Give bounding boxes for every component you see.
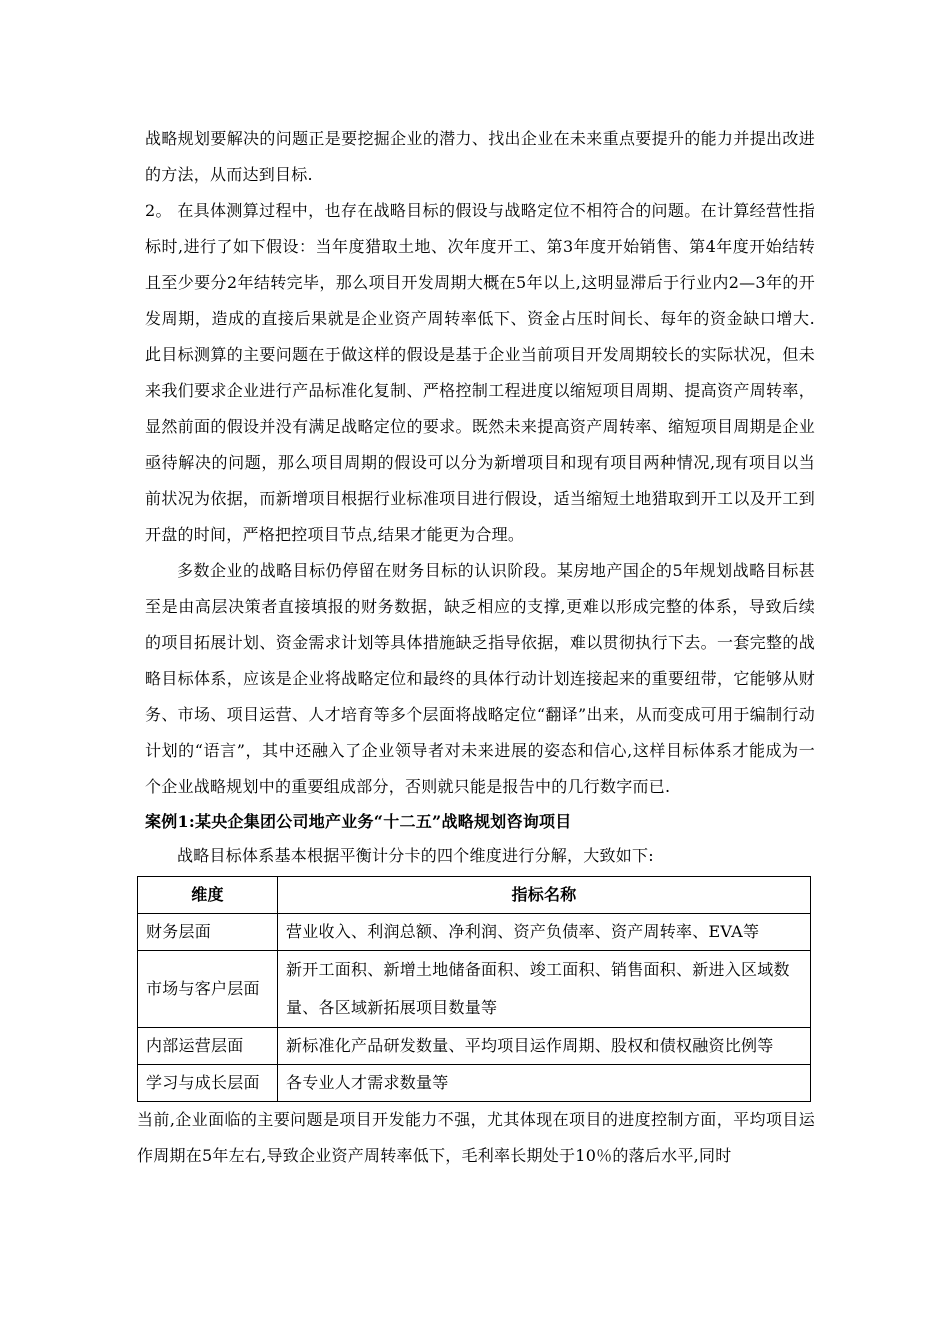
table-header-row (138, 877, 811, 914)
header-dimension: 维度 (138, 877, 278, 914)
table-row (138, 1065, 811, 1102)
paragraph-strategy-purpose: 战略规划要解决的问题正是要挖掘企业的潜力、找出企业在未来重点要提升的能力并提出改进的方法，从而达到目标. (145, 129, 815, 184)
table-row (138, 951, 811, 1028)
cell-metrics: 新开工面积、新增土地储备面积、竣工面积、销售面积、新进入区域数量、各区域新拓展项目数量等 (278, 951, 811, 1028)
table-intro: 战略目标体系基本根据平衡计分卡的四个维度进行分解，大致如下: (177, 846, 654, 865)
case-heading: 案例1:某央企集团公司地产业务“十二五”战略规划咨询项目 (145, 812, 572, 831)
paragraph-point-2: 2。 在具体测算过程中，也存在战略目标的假设与战略定位不相符合的问题。在计算经营性指标时,进行了如下假设：当年度猎取土地、次年度开工、第3年度开始销售、第4年度开始结转且至少要分2年结转完毕，那么项目开发周期大概在5年以上,这明显滞后于行业内2—3年的开发周期，造成的直接后果就是企业资产周转率低下、资金占压时间长、每年的资金缺口增大.此目标测算的主要问题在于做这样的假设是基于企业当前项目开发周期较长的实际状况，但未来我们要求企业进行产品标准化复制、严格控制工程进度以缩短项目周期、提高资产周转率，显然前面的假设并没有满足战略定位的要求。既然未来提高资产周转率、缩短项目周期是企业亟待解决的问题，那么项目周期的假设可以分为新增项目和现有项目两种情况,现有项目以当前状况为依据，而新增项目根据行业标准项目进行假设，适当缩短土地猎取到开工以及开工到开盘的时间，严格把控项目节点,结果才能更为合理。 (145, 201, 815, 544)
cell-metrics: 各专业人才需求数量等 (278, 1065, 811, 1102)
metrics-table (137, 876, 811, 1102)
cell-metrics: 营业收入、利润总额、净利润、资产负债率、资产周转率、EVA等 (278, 914, 811, 951)
header-metric-names: 指标名称 (278, 877, 811, 914)
paragraph-current-issues: 当前,企业面临的主要问题是项目开发能力不强，尤其体现在项目的进度控制方面，平均项目运作周期在5年左右,导致企业资产周转率低下，毛利率长期处于10％的落后水平,同时 (137, 1110, 815, 1165)
cell-dimension: 内部运营层面 (138, 1028, 278, 1065)
cell-dimension: 市场与客户层面 (138, 951, 278, 1028)
cell-dimension: 财务层面 (138, 914, 278, 951)
document-body (137, 121, 815, 1174)
table-row (138, 1028, 811, 1065)
cell-metrics: 新标准化产品研发数量、平均项目运作周期、股权和债权融资比例等 (278, 1028, 811, 1065)
cell-dimension: 学习与成长层面 (138, 1065, 278, 1102)
table-row (138, 914, 811, 951)
paragraph-financial-goals: 多数企业的战略目标仍停留在财务目标的认识阶段。某房地产国企的5年规划战略目标甚至是由高层决策者直接填报的财务数据，缺乏相应的支撑,更难以形成完整的体系，导致后续的项目拓展计划、资金需求计划等具体措施缺乏指导依据，难以贯彻执行下去。一套完整的战略目标体系，应该是企业将战略定位和最终的具体行动计划连接起来的重要纽带，它能够从财务、市场、项目运营、人才培育等多个层面将战略定位“翻译”出来，从而变成可用于编制行动计划的“语言”，其中还融入了企业领导者对未来进展的姿态和信心,这样目标体系才能成为一个企业战略规划中的重要组成部分，否则就只能是报告中的几行数字而已. (145, 561, 815, 796)
